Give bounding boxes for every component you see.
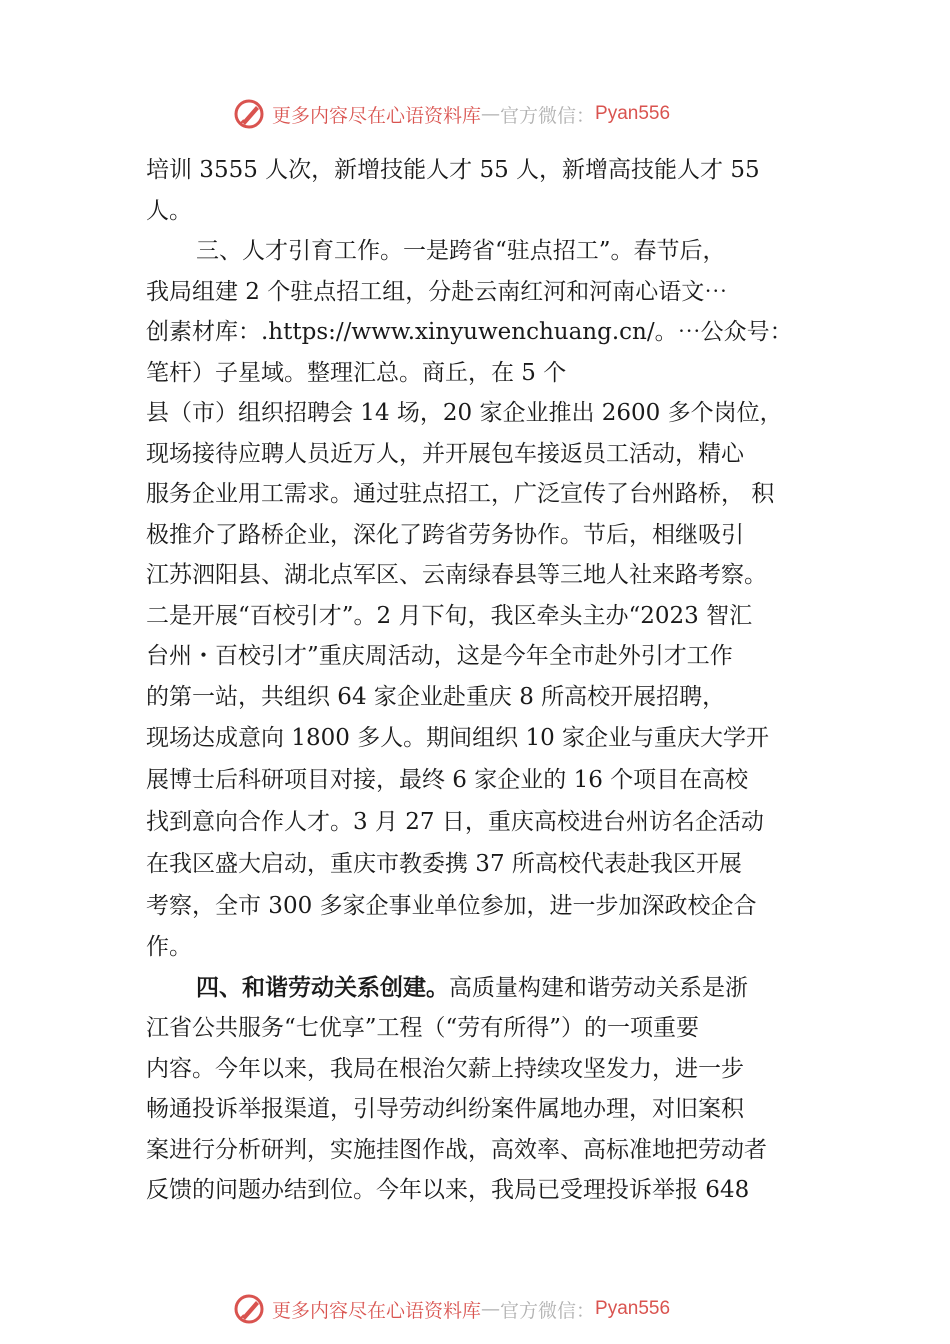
watermark-separator: — xyxy=(481,1298,501,1320)
text-line: 服务企业用工需求。通过驻点招工，广泛宣传了台州路桥， 积 xyxy=(146,481,775,507)
text-line: 现场达成意向 1800 多人。期间组织 10 家企业与重庆大学开 xyxy=(146,725,770,751)
header-watermark xyxy=(232,97,670,131)
watermark-id: Pyan556 xyxy=(595,103,671,124)
paragraph-2 xyxy=(146,231,816,968)
watermark-label: 官方微信： xyxy=(500,1299,596,1322)
text-line: 内容。今年以来，我局在根治欠薪上持续攻坚发力，进一步 xyxy=(146,1055,744,1082)
text-line: 人。 xyxy=(146,197,192,224)
text-line: 反馈的问题办结到位。今年以来，我局已受理投诉举报 648 xyxy=(146,1177,750,1203)
text-line: 案进行分析研判，实施挂图作战，高效率、高标准地把劳动者 xyxy=(146,1136,767,1163)
paragraph-3 xyxy=(146,968,816,1211)
text-line: 江苏泗阳县、湖北点军区、云南绿春县等三地人社来路考察。 xyxy=(146,562,767,588)
text-line: 展博士后科研项目对接，最终 6 家企业的 16 个项目在高校 xyxy=(146,767,749,793)
text-line: 作。 xyxy=(146,934,192,960)
body-text xyxy=(146,150,816,1211)
quill-logo-icon xyxy=(232,1292,266,1326)
text-line: 在我区盛大启动，重庆市教委携 37 所高校代表赴我区开展 xyxy=(146,851,742,877)
text-line: 创素材库：.https://www.xinyuwenchuang.cn/。⋯公众号： xyxy=(146,319,793,345)
text-line: 县（市）组织招聘会 14 场，20 家企业推出 2600 多个岗位， xyxy=(146,400,783,426)
heading-rest: 高质量构建和谐劳动关系是浙 xyxy=(449,974,748,1001)
watermark-id: Pyan556 xyxy=(595,1298,671,1319)
text-line: 我局组建 2 个驻点招工组，分赴云南红河和河南心语文⋯ xyxy=(146,278,728,305)
footer-watermark xyxy=(232,1292,670,1326)
text-line: 台州・百校引才”重庆周活动，这是今年全市赴外引才工作 xyxy=(146,643,733,669)
text-line: 的第一站，共组织 64 家企业赴重庆 8 所高校开展招聘， xyxy=(146,683,726,710)
text-line: 考察，全市 300 多家企事业单位参加，进一步加深政校企合 xyxy=(146,893,757,919)
text-line: 找到意向合作人才。3 月 27 日，重庆高校进台州访名企活动 xyxy=(146,809,764,835)
text-line: 二是开展“百校引才”。2 月下旬，我区牵头主办“2023 智汇 xyxy=(146,602,753,629)
text-line: 极推介了路桥企业，深化了跨省劳务协作。节后，相继吸引 xyxy=(146,521,744,548)
watermark-text: 更多内容尽在心语资料库 xyxy=(272,104,482,127)
text-line: 现场接待应聘人员近万人，并开展包车接返员工活动，精心 xyxy=(146,440,744,467)
paragraph-1 xyxy=(146,150,816,231)
text-line: 笔杆）子星域。整理汇总。商丘，在 5 个 xyxy=(146,359,567,386)
section-heading: 四、和谐劳动关系创建。 xyxy=(196,973,449,1001)
watermark-label: 官方微信： xyxy=(500,104,596,127)
quill-logo-icon xyxy=(232,97,266,131)
watermark-text: 更多内容尽在心语资料库 xyxy=(272,1299,482,1322)
text-line: 畅通投诉举报渠道，引导劳动纠纷案件属地办理，对旧案积 xyxy=(146,1096,744,1122)
watermark-separator: — xyxy=(481,103,501,125)
text-line xyxy=(146,968,816,1009)
text-line: 三、人才引育工作。一是跨省“驻点招工”。春节后， xyxy=(196,238,726,264)
text-line: 培训 3555 人次，新增技能人才 55 人，新增高技能人才 55 xyxy=(146,157,760,183)
text-line: 江省公共服务“七优享”工程（“劳有所得”）的一项重要 xyxy=(146,1015,700,1041)
